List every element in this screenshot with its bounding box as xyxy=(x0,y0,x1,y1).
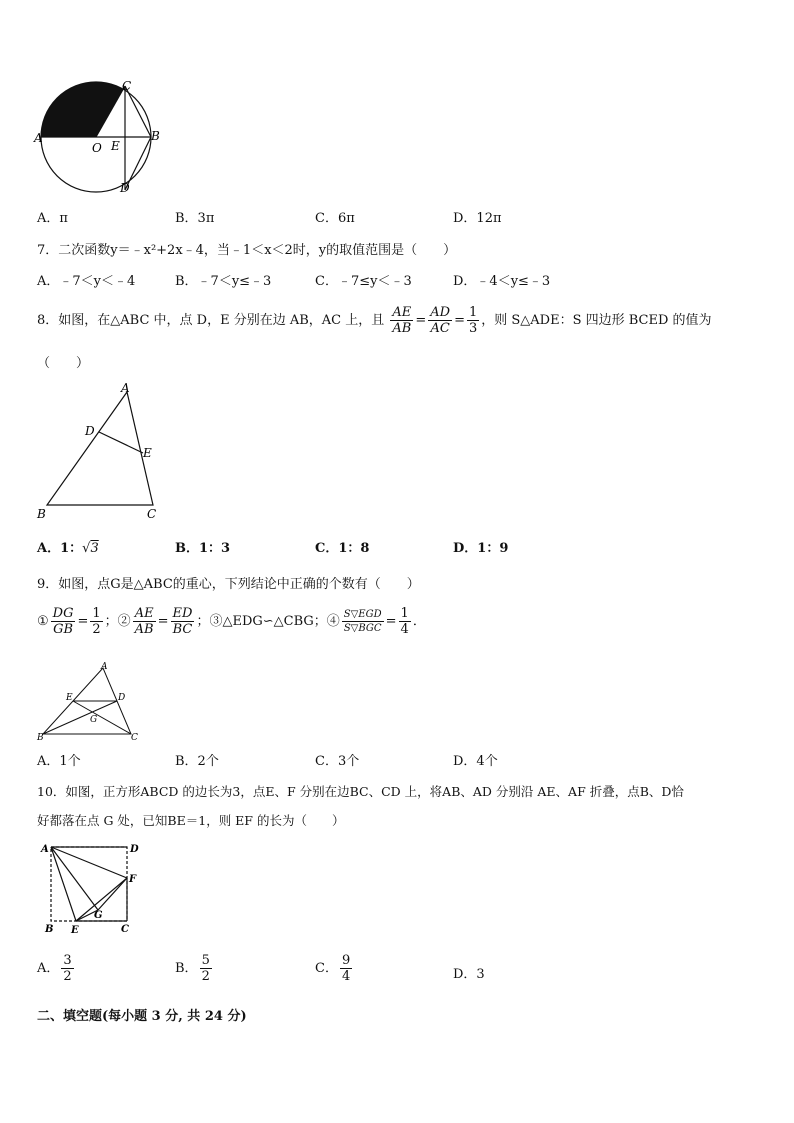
q9-frac-half: $\frac{1}{2}$ xyxy=(92,606,101,637)
q9-question: 9．如图，点G是△ABC的重心，下列结论中正确的个数有（ ） xyxy=(37,577,420,592)
q8-option-b: B．1：3 xyxy=(175,541,231,556)
q9-frac-quarter: $\frac{1}{4}$ xyxy=(400,606,409,637)
q6-option-d: D．12π xyxy=(453,211,502,226)
q6-circle-figure xyxy=(35,80,165,198)
q9-triangle-figure xyxy=(35,660,145,742)
q8-label-D: D xyxy=(85,424,95,438)
q9-label-G: G xyxy=(90,715,98,725)
q10-option-a: A． $\frac{3}{2}$ xyxy=(37,953,72,984)
q8-label-A: A xyxy=(121,381,130,395)
q8-question: 8．如图，在△ABC 中，点 D，E 分别在边 AB，AC 上，且 $\frac{AE}{AB}$ = $\frac{AD}{AC}$ = $\frac{1}{3}$ ，则 S△ADE：S 四边形 BCED 的值为 xyxy=(37,305,712,336)
q10-label-G: G xyxy=(94,910,103,921)
q8-option-d: D．1：9 xyxy=(453,541,509,556)
q9-label-B: B xyxy=(37,733,44,743)
q8-label-E: E xyxy=(143,446,152,460)
q6-label-O: O xyxy=(92,141,102,155)
q9-option-a: A．1个 xyxy=(37,754,81,769)
q10-label-B: B xyxy=(45,924,54,935)
q9-option-b: B．2个 xyxy=(175,754,219,769)
q6-label-E: E xyxy=(111,139,120,153)
q8-text-after: ，则 S△ADE：S 四边形 BCED 的值为 xyxy=(481,313,712,328)
q8-frac-ae-ab: $\frac{AE}{AB}$ xyxy=(392,305,412,336)
q9-label-E: E xyxy=(66,693,73,703)
q10-question-line2: 好都落在点 G 处，已知BE＝1，则 EF 的长为（ ） xyxy=(37,813,345,828)
q10-label-F: F xyxy=(129,874,137,885)
q6-option-c: C．6π xyxy=(315,211,355,226)
q10-square-figure xyxy=(35,838,145,936)
q7-option-b: B．﹣7＜y≤﹣3 xyxy=(175,274,272,289)
section-2-heading: 二、填空题(每小题 3 分, 共 24 分) xyxy=(37,1009,247,1024)
q9-option-c: C．3个 xyxy=(315,754,360,769)
q9-label-D: D xyxy=(118,693,126,703)
q8-frac-ad-ac: $\frac{AD}{AC}$ xyxy=(430,305,451,336)
q9-label-C: C xyxy=(131,733,138,743)
q8-label-B: B xyxy=(37,507,46,521)
q6-option-a: A．π xyxy=(37,211,68,226)
q8-frac-one-third: $\frac{1}{3}$ xyxy=(468,305,478,336)
q8-option-a: A．1：√3 xyxy=(37,541,99,556)
q7-option-d: D．﹣4＜y≤﹣3 xyxy=(453,274,551,289)
q10-label-A: A xyxy=(41,844,49,855)
q10-label-C: C xyxy=(121,924,129,935)
q9-frac-dg-gb: $\frac{DG}{GB}$ xyxy=(52,606,74,637)
q7-option-c: C．﹣7≤y＜﹣3 xyxy=(315,274,412,289)
q10-option-b: B． $\frac{5}{2}$ xyxy=(175,953,210,984)
q7-option-a: A．﹣7＜y＜﹣4 xyxy=(37,274,136,289)
q10-question-line1: 10．如图，正方形ABCD 的边长为3，点E、F 分别在边BC、CD 上，将AB、AD 分别沿 AE、AF 折叠，点B、D恰 xyxy=(37,784,684,799)
q6-label-B: B xyxy=(151,129,160,143)
q10-option-d: D．3 xyxy=(453,967,485,982)
q9-label-A: A xyxy=(101,662,108,672)
q9-frac-ae-ab: $\frac{AE}{AB}$ xyxy=(134,606,154,637)
q6-label-D: D xyxy=(120,181,130,195)
q7-question: 7．二次函数y＝﹣x²+2x﹣4，当﹣1＜x＜2时，y的取值范围是（ ） xyxy=(37,243,457,258)
q9-conclusions: ① $\frac{DG}{GB}$ = $\frac{1}{2}$ ；② $\frac{AE}{AB}$ = $\frac{ED}{BC}$ ；③△EDG∽△CBG；④ $\frac{\text{S▽EGD}}{\text{S▽BGC}}$ = $\frac{1}{4}$ ． xyxy=(37,606,426,637)
q6-label-A: A xyxy=(34,131,43,145)
q6-option-b: B．3π xyxy=(175,211,215,226)
q10-label-E: E xyxy=(71,925,79,936)
q8-option-c: C．1：8 xyxy=(315,541,370,556)
q8-label-C: C xyxy=(147,507,157,521)
q10-label-D: D xyxy=(130,844,139,855)
q8-sqrt-value: 3 xyxy=(90,541,99,556)
q8-paren: （ ） xyxy=(37,356,90,371)
q9-option-d: D．4个 xyxy=(453,754,498,769)
q8-text-before: 8．如图，在△ABC 中，点 D，E 分别在边 AB，AC 上，且 xyxy=(37,313,385,328)
q9-frac-area: $\frac{\text{S▽EGD}}{\text{S▽BGC}}$ xyxy=(343,609,382,634)
q6-label-C: C xyxy=(122,79,132,93)
q10-option-c: C． $\frac{9}{4}$ xyxy=(315,953,351,984)
q8-triangle-figure xyxy=(35,380,165,525)
q9-frac-ed-bc: $\frac{ED}{BC}$ xyxy=(172,606,193,637)
